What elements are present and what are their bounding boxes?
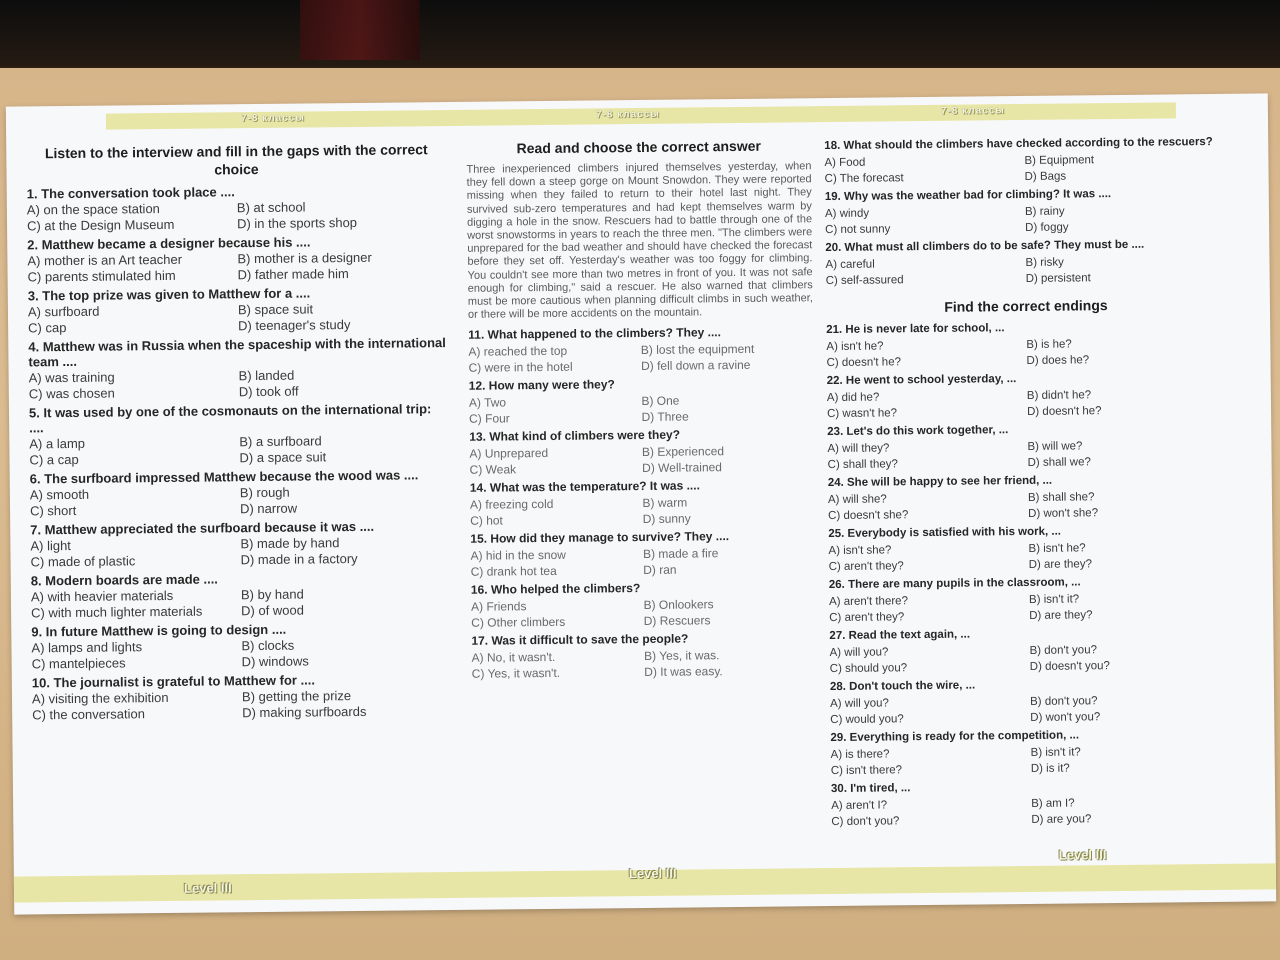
answer-options: [31, 636, 451, 672]
answer-option: B) warm: [642, 495, 688, 511]
answer-option: C) were in the hotel: [468, 360, 573, 376]
question-text: 18. What should the climbers have checked according to the rescuers?: [824, 135, 1213, 153]
answer-option: D) It was easy.: [644, 664, 723, 680]
question-text: 3. The top prize was given to Matthew for a ....: [27, 285, 311, 304]
answer-options: [472, 647, 817, 683]
answer-options: [831, 794, 1231, 830]
answer-options: [827, 437, 1227, 473]
answer-option: D) shall we?: [1027, 456, 1091, 469]
answer-option: D) Rescuers: [643, 613, 711, 629]
question-item: [469, 376, 814, 428]
answer-option: C) cap: [28, 320, 67, 336]
answer-option: D) doesn't you?: [1029, 660, 1110, 673]
answer-option: C) The forecast: [824, 172, 904, 186]
answer-option: D) making surfboards: [242, 703, 367, 721]
answer-options: [827, 386, 1227, 422]
question-item: [825, 237, 1225, 289]
answer-option: B) landed: [238, 367, 295, 384]
question-item: [469, 427, 814, 479]
answer-option: A) Food: [824, 156, 866, 170]
answer-option: D) Well-trained: [642, 460, 723, 476]
question-item: [31, 569, 451, 621]
answer-option: A) aren't I?: [831, 799, 888, 813]
answer-options: [27, 249, 447, 285]
answer-option: A) reached the top: [468, 344, 568, 360]
answer-option: C) made of plastic: [30, 553, 136, 570]
question-text: 23. Let's do this work together, ...: [827, 424, 1009, 439]
listening-questions: [27, 182, 453, 723]
answer-option: D) ran: [643, 563, 677, 578]
answer-option: A) will you?: [829, 646, 889, 660]
level-label-right: Level III: [1058, 847, 1107, 863]
answer-option: C) Yes, it wasn't.: [471, 666, 561, 682]
question-text: 17. Was it difficult to save the people?: [471, 631, 689, 649]
answer-option: D) Three: [641, 409, 689, 425]
question-item: [471, 631, 816, 683]
answer-option: B) is he?: [1026, 338, 1072, 351]
answer-options: [30, 483, 450, 519]
answer-option: C) self-assured: [825, 274, 904, 288]
question-item: [30, 518, 450, 570]
answer-option: A) will you?: [830, 697, 889, 711]
answer-option: B) Yes, it was.: [644, 648, 720, 664]
worksheet: [6, 93, 1276, 914]
question-text: 15. How did they manage to survive? They ....: [470, 529, 730, 547]
question-text: 25. Everybody is satisfied with his work, ...: [828, 525, 1062, 541]
answer-option: B) made a fire: [642, 546, 719, 562]
answer-option: A) smooth: [29, 486, 90, 503]
question-text: 22. He went to school yesterday, ...: [826, 373, 1017, 388]
answer-option: A) a lamp: [29, 435, 86, 452]
question-item: [28, 335, 449, 402]
answer-option: C) Other climbers: [471, 615, 566, 631]
question-item: [470, 529, 815, 581]
answer-option: B) made by hand: [240, 535, 340, 552]
question-item: [825, 186, 1225, 238]
answer-option: D) doesn't he?: [1026, 405, 1102, 418]
answer-option: B) lost the equipment: [640, 342, 755, 358]
question-text: 29. Everything is ready for the competition, ...: [830, 729, 1080, 745]
level-label-center: Level III: [628, 865, 677, 882]
answer-options: [469, 443, 814, 479]
answer-option: C) with much lighter materials: [31, 603, 203, 621]
answer-option: B) am I?: [1031, 797, 1075, 810]
answer-option: C) wasn't he?: [827, 407, 898, 421]
answer-option: A) will she?: [827, 493, 887, 507]
question-text: 8. Modern boards are made ....: [30, 571, 218, 589]
answer-option: A) freezing cold: [469, 497, 554, 513]
answer-option: C) not sunny: [825, 223, 891, 237]
answer-options: [468, 341, 813, 377]
answer-option: C) aren't they?: [828, 560, 904, 574]
answer-option: D) won't she?: [1028, 507, 1099, 520]
question-text: 14. What was the temperature? It was ....: [469, 478, 700, 496]
endings-questions: [826, 319, 1231, 830]
answer-option: A) isn't she?: [828, 544, 892, 558]
answer-options: [27, 198, 447, 234]
answer-options: [29, 366, 449, 402]
answer-option: A) mother is an Art teacher: [27, 251, 183, 269]
question-text: 30. I'm tired, ...: [830, 782, 911, 796]
answer-option: C) Four: [469, 411, 510, 427]
question-text: 28. Don't touch the wire, ...: [829, 679, 976, 694]
answer-option: D) won't you?: [1030, 711, 1101, 724]
reading-questions: [468, 325, 817, 683]
question-text: 27. Read the text again, ...: [829, 628, 971, 643]
answer-option: D) of wood: [241, 602, 305, 619]
answer-option: B) isn't he?: [1028, 542, 1086, 555]
answer-option: A) Unprepared: [469, 446, 549, 462]
answer-option: D) teenager's study: [238, 317, 351, 334]
question-item: [827, 421, 1227, 473]
answer-options: [830, 692, 1230, 728]
answer-option: D) does he?: [1026, 354, 1090, 367]
question-item: [470, 478, 815, 530]
answer-option: C) doesn't she?: [828, 509, 909, 523]
reading-passage: Three inexperienced climbers injured themselves yesterday, when they fell down a steep gorge on Mount Snowdon. They were reported missing when they failed to return to their hotel last night. They survived sub-zero temperatures and had kept themselves warm by digging a hole in the snow. Rescuers had to battle through one of the worst snowstorms in years to reach the three men. "The climbers were unprepared for the bad weather and should have checked the forecast before they set off. Yesterday's weather was too foggy for climbing. You couldn't see more than two metres in front of you. It was not safe enough for climbing," said a rescuer. He also warned that climbers must be more cautious when planning difficult climbs in such weather, or there will be more accidents on the mountain.: [466, 160, 813, 322]
answer-option: C) was chosen: [28, 385, 115, 402]
question-item: [831, 778, 1231, 830]
answer-option: A) windy: [824, 207, 870, 221]
answer-options: [30, 534, 450, 570]
question-text: 11. What happened to the climbers? They ....: [468, 325, 722, 343]
question-item: [27, 233, 447, 285]
question-text: 12. How many were they?: [468, 377, 615, 394]
question-text: 9. In future Matthew is going to design ....: [31, 621, 287, 640]
answer-options: [29, 432, 449, 468]
answer-option: C) at the Design Museum: [26, 216, 175, 234]
answer-option: D) father made him: [237, 266, 349, 283]
question-text: 10. The journalist is grateful to Matthew for ....: [31, 672, 316, 691]
question-text: 4. Matthew was in Russia when the spaceship with the international team ....: [28, 335, 446, 370]
question-item: [829, 574, 1229, 626]
answer-option: D) a space suit: [239, 449, 327, 466]
answer-options: [470, 545, 815, 581]
question-text: 16. Who helped the climbers?: [470, 581, 641, 598]
answer-option: A) with heavier materials: [30, 587, 174, 605]
answer-option: B) space suit: [237, 301, 314, 318]
answer-option: A) lamps and lights: [31, 639, 143, 656]
answer-option: B) mother is a designer: [237, 249, 372, 267]
answer-option: C) mantelpieces: [31, 655, 126, 672]
reading-questions-continued: [824, 135, 1226, 289]
question-item: [826, 319, 1226, 371]
answer-option: C) aren't they?: [829, 611, 905, 625]
answer-option: A) hid in the snow: [470, 548, 566, 564]
question-text: 1. The conversation took place ....: [26, 184, 235, 202]
column-reading: [466, 136, 817, 682]
answer-option: A) light: [30, 537, 71, 554]
answer-option: C) should you?: [829, 662, 908, 676]
answer-options: [31, 585, 451, 621]
answer-option: D) made in a factory: [240, 550, 358, 568]
answer-option: C) the conversation: [32, 706, 145, 723]
answer-option: D) Bags: [1024, 170, 1067, 183]
question-text: 20. What must all climbers do to be safe? They must be ....: [825, 238, 1145, 255]
answer-option: A) is there?: [830, 748, 890, 762]
answer-option: B) rainy: [1024, 205, 1065, 218]
answer-options: [826, 335, 1226, 371]
answer-options: [825, 253, 1225, 289]
answer-options: [829, 590, 1229, 626]
answer-option: B) rough: [239, 484, 290, 501]
question-item: [828, 523, 1228, 575]
answer-option: B) will we?: [1027, 440, 1083, 453]
answer-option: A) was training: [28, 369, 115, 386]
column-endings: [824, 132, 1231, 830]
question-text: 24. She will be happy to see her friend, ...: [827, 474, 1053, 490]
answer-option: D) sunny: [642, 511, 691, 527]
question-text: 13. What kind of climbers were they?: [469, 428, 681, 445]
answer-option: D) windows: [241, 653, 309, 670]
answer-option: B) shall she?: [1027, 491, 1095, 504]
question-item: [468, 325, 813, 377]
answer-options: [828, 488, 1228, 524]
question-item: [31, 620, 451, 672]
answer-options: [829, 641, 1229, 677]
answer-option: A) aren't there?: [828, 595, 909, 609]
question-item: [827, 370, 1227, 422]
question-item: [828, 472, 1228, 524]
band-label-right: 7-8 классы: [940, 105, 1005, 117]
answer-option: B) by hand: [240, 586, 304, 603]
question-item: [32, 671, 452, 723]
question-text: 7. Matthew appreciated the surfboard because it was ....: [30, 518, 375, 538]
answer-option: C) a cap: [29, 451, 79, 468]
answer-option: A) visiting the exhibition: [31, 689, 169, 707]
answer-option: A) Two: [468, 395, 507, 411]
question-text: 21. He is never late for school, ...: [826, 322, 1005, 337]
question-item: [29, 401, 450, 468]
answer-options: [32, 687, 452, 723]
answer-options: [831, 743, 1231, 779]
answer-option: D) are you?: [1031, 813, 1092, 826]
answer-option: D) fell down a ravine: [640, 358, 751, 374]
answer-option: B) Onlookers: [643, 597, 714, 613]
question-text: 6. The surfboard impressed Matthew because the wood was ....: [29, 467, 419, 487]
answer-option: C) doesn't he?: [826, 356, 902, 370]
answer-options: [28, 300, 448, 336]
question-item: [28, 284, 448, 336]
background-chair: [300, 0, 420, 60]
answer-option: A) surfboard: [27, 303, 100, 320]
question-item: [824, 135, 1224, 187]
answer-option: A) No, it wasn't.: [471, 650, 556, 666]
answer-option: B) didn't he?: [1026, 389, 1092, 402]
endings-heading: Find the correct endings: [944, 297, 1108, 315]
answer-option: B) don't you?: [1029, 644, 1098, 657]
answer-option: C) Weak: [469, 462, 517, 478]
answer-option: B) risky: [1025, 256, 1064, 269]
answer-option: A) did he?: [826, 391, 880, 405]
answer-option: B) at school: [236, 199, 306, 216]
answer-option: A) careful: [825, 258, 875, 272]
level-label-left: Level III: [183, 880, 232, 896]
question-text: 2. Matthew became a designer because his ....: [27, 234, 311, 253]
answer-option: A) will they?: [827, 442, 890, 456]
question-item: [829, 625, 1229, 677]
answer-option: A) isn't he?: [826, 340, 884, 354]
band-label-left: 7-8 классы: [240, 112, 305, 125]
question-item: [30, 467, 450, 519]
answer-option: C) don't you?: [831, 815, 900, 829]
reading-heading: Read and choose the correct answer: [516, 137, 761, 157]
answer-option: D) in the sports shop: [236, 214, 358, 232]
answer-option: C) hot: [470, 513, 503, 529]
answer-option: D) narrow: [239, 500, 298, 517]
answer-options: [824, 151, 1224, 187]
answer-options: [471, 596, 816, 632]
question-text: 5. It was used by one of the cosmonauts on the international trip: ....: [28, 401, 432, 436]
answer-options: [828, 539, 1228, 575]
answer-option: B) Equipment: [1024, 154, 1095, 167]
question-item: [830, 676, 1230, 728]
answer-option: B) clocks: [241, 637, 295, 654]
answer-option: D) foggy: [1025, 221, 1069, 234]
answer-options: [825, 202, 1225, 238]
answer-option: A) on the space station: [26, 201, 160, 218]
answer-option: D) took off: [238, 383, 299, 400]
answer-options: [470, 494, 815, 530]
answer-option: B) don't you?: [1030, 695, 1098, 708]
answer-option: D) persistent: [1025, 272, 1091, 285]
answer-option: B) Experienced: [641, 444, 725, 460]
answer-option: D) are they?: [1029, 609, 1093, 622]
question-item: [27, 182, 447, 234]
answer-option: C) drank hot tea: [470, 564, 557, 580]
listening-heading: Listen to the interview and fill in the gaps with the correct choice: [44, 141, 428, 178]
answer-option: C) isn't there?: [830, 764, 903, 778]
column-listening: [26, 140, 452, 723]
answer-option: A) Friends: [470, 599, 527, 615]
band-label-center: 7-8 классы: [595, 108, 660, 121]
answer-options: [469, 392, 814, 428]
question-text: 19. Why was the weather bad for climbing? It was ....: [824, 188, 1112, 204]
answer-option: D) is it?: [1030, 762, 1070, 775]
answer-option: B) getting the prize: [241, 688, 352, 705]
answer-option: C) would you?: [830, 713, 904, 727]
answer-option: B) a surfboard: [239, 433, 322, 450]
answer-option: C) short: [29, 502, 77, 519]
question-item: [830, 727, 1230, 779]
answer-option: C) parents stimulated him: [27, 267, 176, 285]
answer-option: B) isn't it?: [1030, 746, 1081, 759]
answer-option: C) shall they?: [827, 458, 898, 472]
question-item: [471, 580, 816, 632]
question-text: 26. There are many pupils in the classroom, ...: [828, 576, 1081, 592]
answer-option: B) One: [641, 394, 680, 409]
answer-option: B) isn't it?: [1028, 593, 1080, 606]
answer-option: D) are they?: [1028, 558, 1092, 571]
